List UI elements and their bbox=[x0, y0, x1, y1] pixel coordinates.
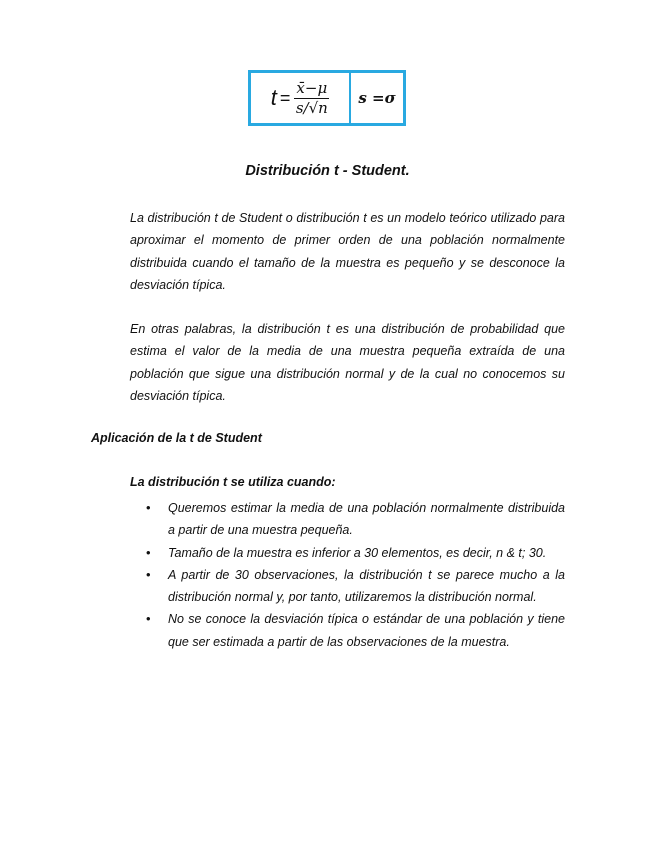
formula-box bbox=[248, 70, 406, 126]
equals-sign: = bbox=[279, 87, 291, 108]
page-title: Distribución t - Student. bbox=[245, 163, 410, 179]
list-item bbox=[130, 564, 565, 609]
bullet-icon: • bbox=[146, 500, 151, 515]
usage-list bbox=[130, 497, 565, 653]
list-item-text: A partir de 30 observaciones, la distribución t se parece mucho a la distribución normal y, por tanto, utilizaremos la distribución normal. bbox=[168, 567, 565, 605]
bullet-icon: • bbox=[146, 544, 151, 560]
t-statistic-formula bbox=[251, 73, 351, 123]
t-symbol: t bbox=[270, 85, 277, 110]
bullet-icon: • bbox=[146, 611, 151, 627]
list-item bbox=[130, 497, 565, 542]
paragraph-other-words: En otras palabras, la distribución t es una distribución de probabilidad que estima el valor de la media de una muestra pequeña extraída de una población que sigue una distribución normal y de la cual no conocemos su desviación típica. bbox=[130, 322, 565, 403]
list-item-text: No se conoce la desviación típica o estándar de una población y tiene que ser estimada a partir de las observaciones de la muestra. bbox=[168, 612, 565, 649]
fraction bbox=[294, 80, 329, 116]
list-heading: La distribución t se utiliza cuando: bbox=[130, 475, 336, 489]
bullet-icon: • bbox=[146, 566, 151, 582]
list-item bbox=[130, 542, 565, 564]
list-item-text: Queremos estimar la media de una población normalmente distribuida a partir de una muestra pequeña. bbox=[168, 501, 565, 538]
paragraph-definition: La distribución t de Student o distribución t es un modelo teórico utilizado para aproximar el momento de primer orden de una población normalmente distribuida cuando el tamaño de la muestra es pequeño y se desconoce la desviación típica. bbox=[130, 211, 565, 292]
list-item-text: Tamaño de la muestra es inferior a 30 elementos, es decir, n & t; 30. bbox=[168, 545, 547, 560]
sigma-note: s =σ bbox=[358, 89, 396, 107]
section-heading: Aplicación de la t de Student bbox=[91, 431, 262, 445]
fraction-denominator: s/√n bbox=[295, 98, 328, 117]
list-item bbox=[130, 608, 565, 653]
fraction-numerator: x̄−μ bbox=[296, 79, 328, 97]
